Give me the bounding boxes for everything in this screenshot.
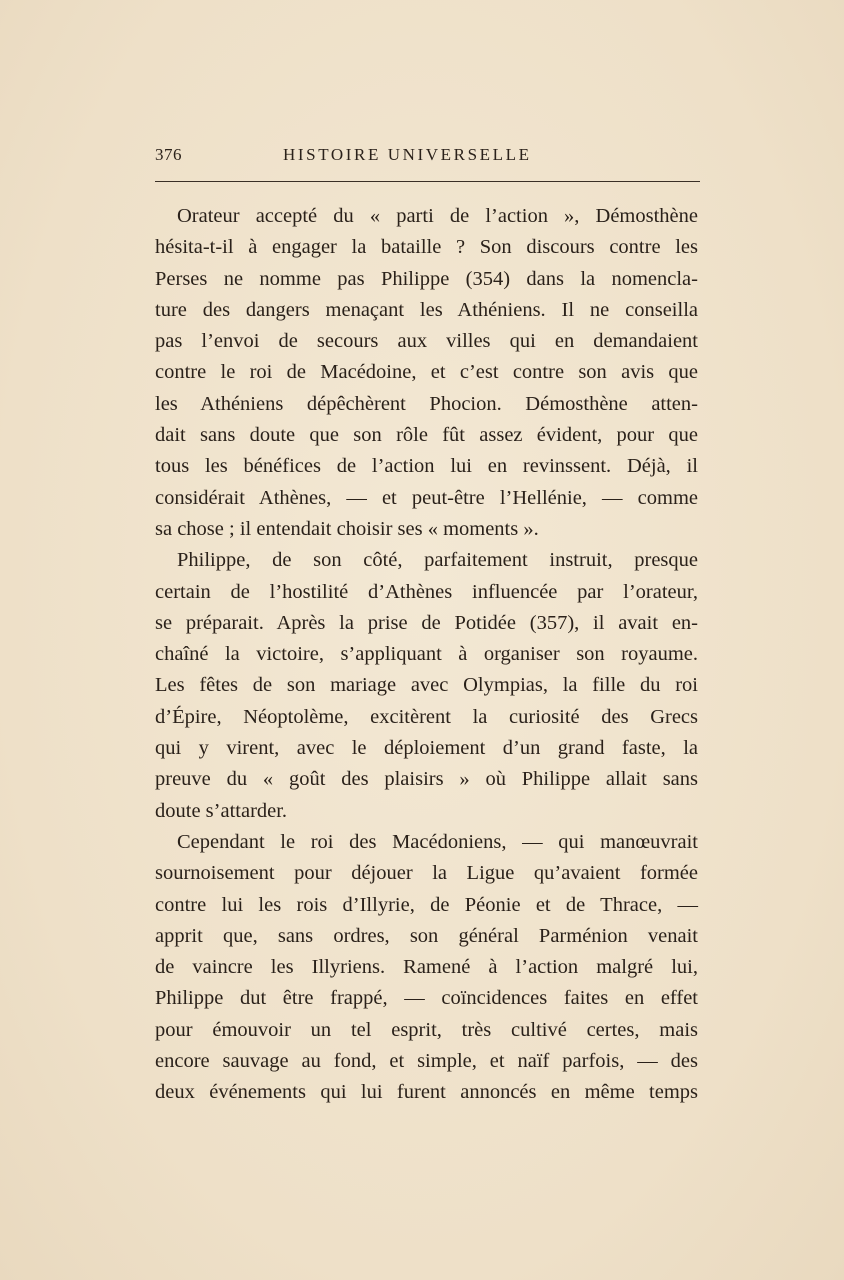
text-line: certain de l’hostilité d’Athènes influencée par l’orateur, xyxy=(155,580,698,603)
text-line: encore sauvage au fond, et simple, et naïf parfois, — des xyxy=(155,1050,698,1073)
body-text xyxy=(155,201,698,1109)
page-number: 376 xyxy=(155,145,182,164)
text-line: sournoisement pour déjouer la Ligue qu’avaient formée xyxy=(155,862,698,885)
text-line: preuve du « goût des plaisirs » où Philippe allait sans xyxy=(155,768,698,791)
text-line: tous les bénéfices de l’action lui en revinssent. Déjà, il xyxy=(155,455,698,478)
text-line: apprit que, sans ordres, son général Parménion venait xyxy=(155,924,698,947)
text-line: contre le roi de Macédoine, et c’est contre son avis que xyxy=(155,361,698,384)
header-rule xyxy=(155,181,700,182)
text-line: se préparait. Après la prise de Potidée (357), il avait en- xyxy=(155,611,698,634)
text-line: deux événements qui lui furent annoncés en même temps xyxy=(155,1081,698,1104)
text-line: Perses ne nomme pas Philippe (354) dans la nomencla- xyxy=(155,267,698,290)
paragraph-1 xyxy=(155,201,698,545)
text-line: ture des dangers menaçant les Athéniens. Il ne conseilla xyxy=(155,298,698,321)
text-line: Philippe, de son côté, parfaitement instruit, presque xyxy=(177,549,698,572)
text-line: qui y virent, avec le déploiement d’un grand faste, la xyxy=(155,737,698,760)
text-line: doute s’attarder. xyxy=(155,799,288,822)
text-line: Orateur accepté du « parti de l’action », Démosthène xyxy=(177,205,698,227)
text-line: d’Épire, Néoptolème, excitèrent la curiosité des Grecs xyxy=(155,705,698,728)
text-line: Cependant le roi des Macédoniens, — qui manœuvrait xyxy=(177,830,698,853)
running-title: HISTOIRE UNIVERSELLE xyxy=(283,145,532,164)
text-line: Les fêtes de son mariage avec Olympias, la fille du roi xyxy=(155,674,698,697)
text-line: Philippe dut être frappé, — coïncidences faites en effet xyxy=(155,987,698,1010)
page-header xyxy=(155,145,700,171)
paragraph-3 xyxy=(155,827,698,1109)
text-line: dait sans doute que son rôle fût assez évident, pour que xyxy=(155,424,698,447)
text-line: contre lui les rois d’Illyrie, de Péonie et de Thrace, — xyxy=(155,893,698,916)
text-line: les Athéniens dépêchèrent Phocion. Démosthène atten- xyxy=(155,392,698,415)
text-line: pour émouvoir un tel esprit, très cultivé certes, mais xyxy=(155,1018,698,1041)
text-line: chaîné la victoire, s’appliquant à organiser son royaume. xyxy=(155,643,698,666)
paragraph-2 xyxy=(155,545,698,827)
text-line: de vaincre les Illyriens. Ramené à l’action malgré lui, xyxy=(155,956,698,979)
text-line: considérait Athènes, — et peut-être l’Hellénie, — comme xyxy=(155,486,698,509)
text-line: hésita-t-il à engager la bataille ? Son discours contre les xyxy=(155,236,698,259)
text-line: pas l’envoi de secours aux villes qui en demandaient xyxy=(155,330,698,353)
text-line: sa chose ; il entendait choisir ses « moments ». xyxy=(155,517,539,540)
